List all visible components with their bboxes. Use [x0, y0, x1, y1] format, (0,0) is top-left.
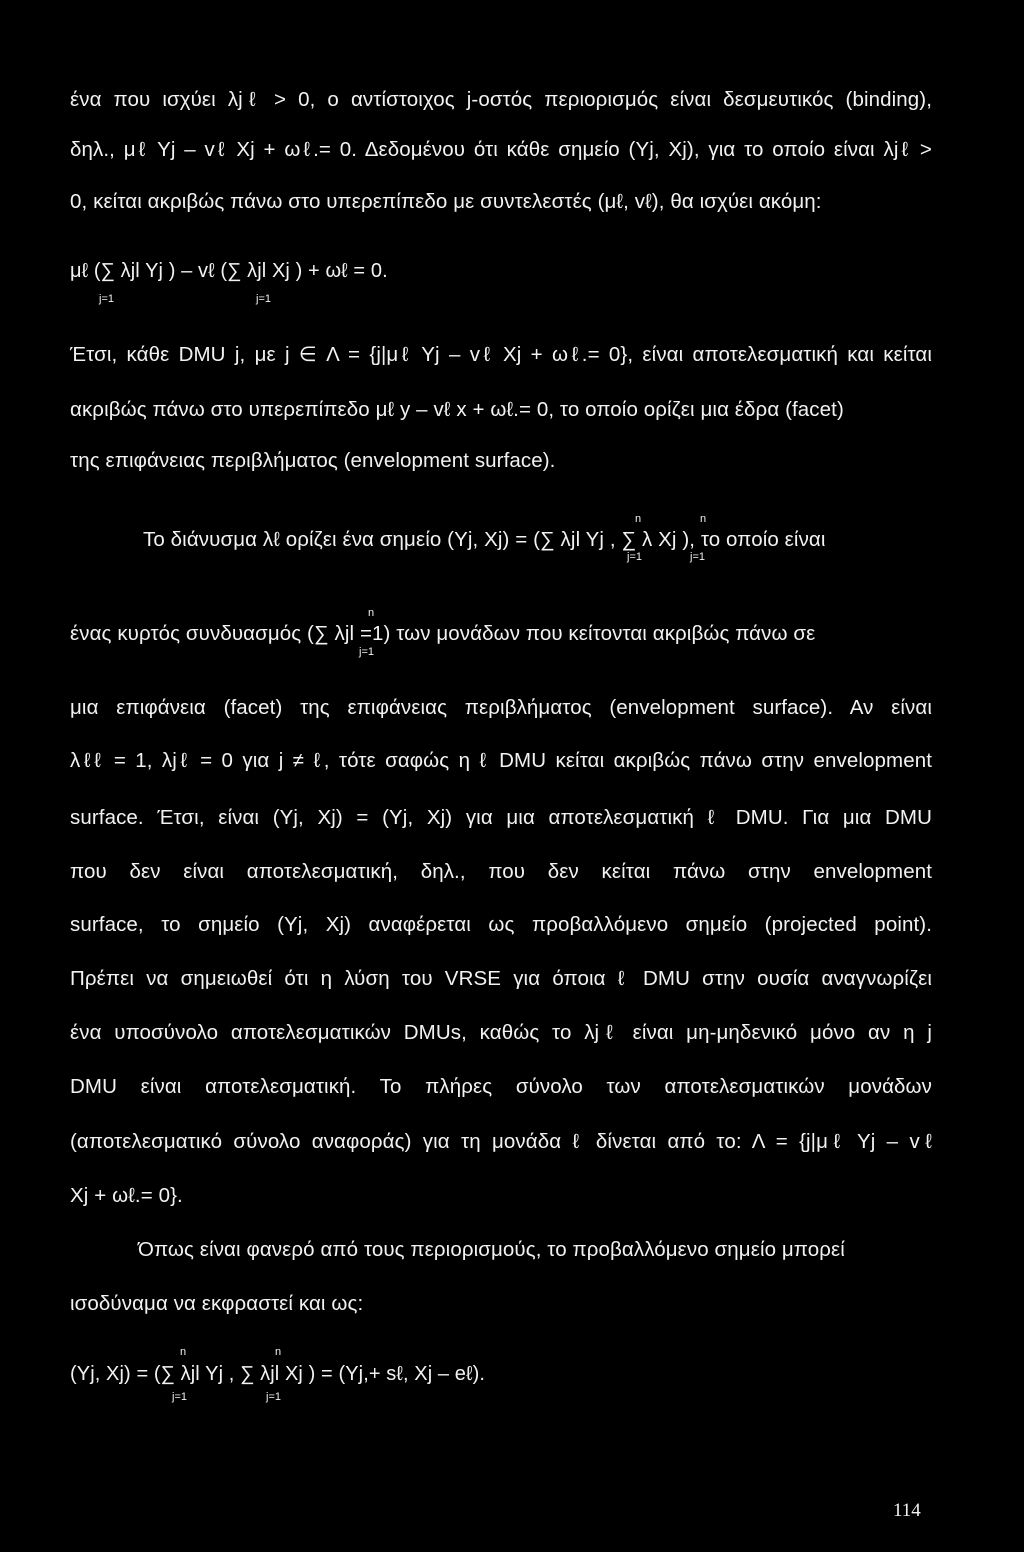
text-line: DMU είναι αποτελεσματική. Το πλήρες σύνολο των αποτελεσματικών μονάδων: [70, 1075, 932, 1098]
sum-lower-limit: j=1: [690, 551, 705, 563]
text-line: Όπως είναι φανερό από τους περιορισμούς, το προβαλλόμενο σημείο μπορεί: [138, 1238, 845, 1261]
formula-equation: μℓ (∑ λjl Yj ) – vℓ (∑ λjl Xj ) + ωℓ = 0.: [70, 260, 388, 282]
text-line: Έτσι, κάθε DMU j, με j ∈ Λ = {j|μℓ Yj – vℓ Xj + ωℓ.= 0}, είναι αποτελεσματική και κείται: [70, 343, 932, 366]
sum-upper-limit: n: [275, 1346, 282, 1358]
sum-upper-limit: n: [635, 513, 642, 525]
sum-lower-limit: j=1: [172, 1391, 187, 1403]
formula-equation: (Yj, Xj) = (∑ λjl Yj , ∑ λjl Xj ) = (Yj,+ sℓ, Xj – eℓ).: [70, 1363, 485, 1385]
text-line: που δεν είναι αποτελεσματική, δηλ., που δεν κείται πάνω στην envelopment: [70, 860, 932, 883]
text-line: ακριβώς πάνω στο υπερεπίπεδο μℓ y – vℓ x + ωℓ.= 0, το οποίο ορίζει μια έδρα (facet): [70, 398, 844, 421]
text-line: λℓℓ = 1, λjℓ = 0 για j ≠ ℓ, τότε σαφώς η ℓ DMU κείται ακριβώς πάνω στην envelopment: [70, 749, 932, 772]
text-line: Xj + ωℓ.= 0}.: [70, 1184, 183, 1207]
text-line: Πρέπει να σημειωθεί ότι η λύση του VRSE για όποια ℓ DMU στην ουσία αναγνωρίζει: [70, 967, 932, 990]
text-line: Το διάνυσμα λℓ ορίζει ένα σημείο (Yj, Xj) = (∑ λjl Yj , ∑ λ Xj ), το οποίο είναι: [143, 528, 826, 551]
text-line: μια επιφάνεια (facet) της επιφάνειας περιβλήματος (envelopment surface). Αν είναι: [70, 696, 932, 719]
page-number: 114: [893, 1500, 921, 1521]
text-line: 0, κείται ακριβώς πάνω στο υπερεπίπεδο με συντελεστές (μℓ, vℓ), θα ισχύει ακόμη:: [70, 190, 822, 213]
text-line: δηλ., μℓ Yj – vℓ Xj + ωℓ.= 0. Δεδομένου ότι κάθε σημείο (Yj, Xj), για το οποίο είναι λjℓ >: [70, 138, 932, 161]
text-line: surface, το σημείο (Yj, Xj) αναφέρεται ως προβαλλόμενο σημείο (projected point).: [70, 913, 932, 936]
sum-lower-limit: j=1: [256, 293, 271, 305]
text-line: ισοδύναμα να εκφραστεί και ως:: [70, 1292, 364, 1315]
text-line: ένα που ισχύει λjℓ > 0, ο αντίστοιχος j-οστός περιορισμός είναι δεσμευτικός (binding),: [70, 88, 932, 111]
sum-upper-limit: n: [368, 607, 375, 619]
sum-lower-limit: j=1: [99, 293, 114, 305]
sum-upper-limit: n: [180, 1346, 187, 1358]
text-line: (αποτελεσματικό σύνολο αναφοράς) για τη μονάδα ℓ δίνεται από το: Λ = {j|μℓ Yj – vℓ: [70, 1130, 932, 1153]
text-line: ένα υποσύνολο αποτελεσματικών DMUs, καθώς το λjℓ είναι μη-μηδενικό μόνο αν η j: [70, 1021, 932, 1044]
text-line: ένας κυρτός συνδυασμός (∑ λjl =1) των μονάδων που κείτονται ακριβώς πάνω σε: [70, 622, 816, 645]
text-line: της επιφάνειας περιβλήματος (envelopment surface).: [70, 449, 556, 472]
text-line: surface. Έτσι, είναι (Yj, Xj) = (Yj, Xj) για μια αποτελεσματική ℓ DMU. Για μια DMU: [70, 806, 932, 829]
sum-upper-limit: n: [700, 513, 707, 525]
sum-lower-limit: j=1: [359, 646, 374, 658]
sum-lower-limit: j=1: [266, 1391, 281, 1403]
sum-lower-limit: j=1: [627, 551, 642, 563]
